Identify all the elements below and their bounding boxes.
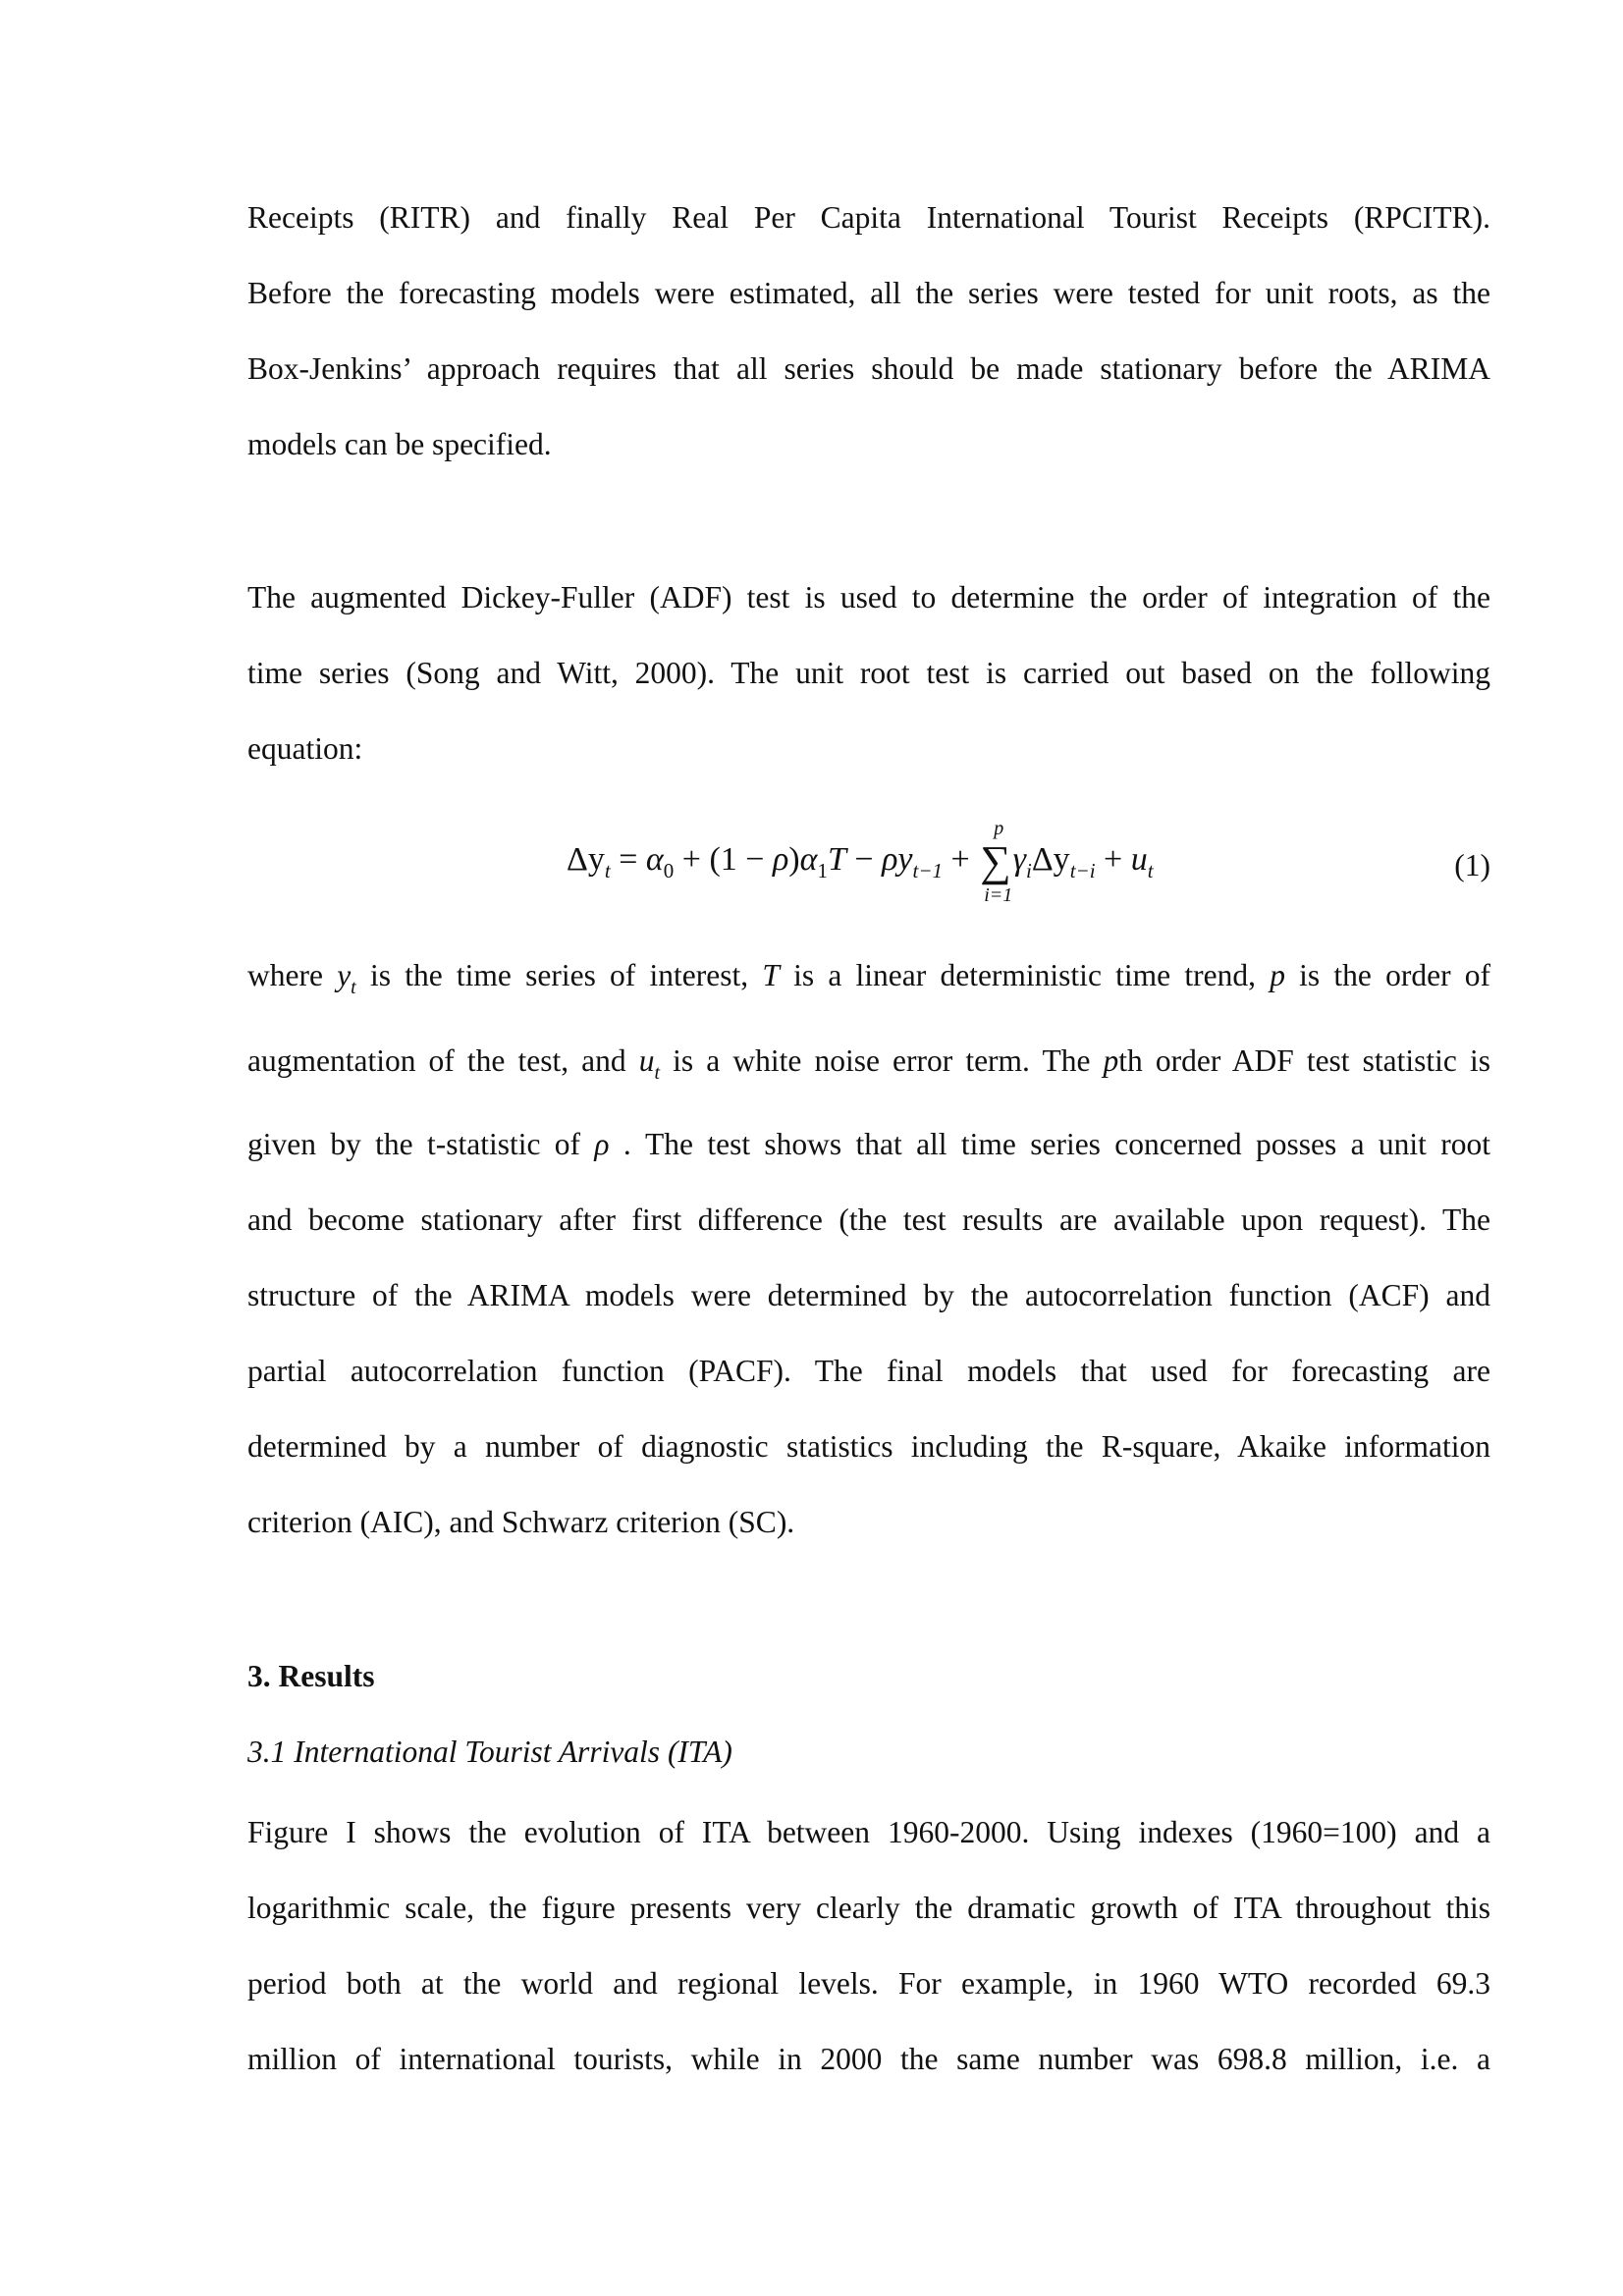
text-line: Box-Jenkins’ approach requires that all series should be made stationary before the ARIMA	[247, 351, 1490, 386]
text-line: The augmented Dickey-Fuller (ADF) test is used to determine the order of integration of the	[247, 580, 1490, 614]
paragraph-ita-evolution	[247, 1794, 1490, 2097]
text-line: models can be specified.	[247, 427, 552, 461]
text-line: million of international tourists, while in 2000 the same number was 698.8 million, i.e. a	[247, 2042, 1490, 2076]
text-line: augmentation of the test, and $u_t$ is a white noise error term. The pth order ADF test statistic is	[247, 1043, 1490, 1084]
document-page	[247, 0, 1490, 2296]
subsection-heading: 3.1 International Tourist Arrivals (ITA)	[247, 1735, 732, 1769]
equation-1	[247, 818, 1490, 931]
text-line: equation:	[247, 731, 363, 766]
text-line: partial autocorrelation function (PACF). The final models that used for forecasting are	[247, 1354, 1490, 1388]
text-line: Figure I shows the evolution of ITA between 1960-2000. Using indexes (1960=100) and a	[247, 1815, 1490, 1849]
text-line: determined by a number of diagnostic statistics including the R-square, Akaike information	[247, 1429, 1490, 1464]
text-line: criterion (AIC), and Schwarz criterion (SC).	[247, 1505, 795, 1539]
equation-body: $\Delta y_t = \alpha_0 + (1 - \rho)\alpha_1T - \rho y_{t-1}$ + ∑ p i=1 $\gamma_i\Delta y_{t-i} + u_t$	[567, 818, 1154, 906]
text-line: Before the forecasting models were estimated, all the series were tested for unit roots, as the	[247, 276, 1490, 310]
summation-symbol: ∑ p i=1	[980, 818, 1013, 906]
text-line: and become stationary after first difference (the test results are available upon request). The	[247, 1202, 1490, 1237]
text-line: period both at the world and regional levels. For example, in 1960 WTO recorded 69.3	[247, 1966, 1490, 2001]
paragraph-where-definitions	[247, 937, 1490, 1560]
text-line: where $y_t$ is the time series of interest, T is a linear deterministic time trend, p is the order of	[247, 958, 1491, 998]
text-line: structure of the ARIMA models were determined by the autocorrelation function (ACF) and	[247, 1278, 1490, 1312]
text-line: Receipts (RITR) and finally Real Per Capita International Tourist Receipts (RPCITR).	[247, 200, 1490, 235]
paragraph-adf-test	[247, 560, 1490, 786]
text-line: given by the t-statistic of ρ . The test shows that all time series concerned posses a unit root	[247, 1127, 1490, 1161]
section-heading: 3. Results	[247, 1659, 375, 1693]
text-line: logarithmic scale, the figure presents very clearly the dramatic growth of ITA throughout this	[247, 1891, 1490, 1925]
text-line: time series (Song and Witt, 2000). The unit root test is carried out based on the following	[247, 656, 1490, 690]
equation-number: (1)	[1454, 848, 1490, 882]
paragraph-unit-roots-intro	[247, 180, 1490, 482]
